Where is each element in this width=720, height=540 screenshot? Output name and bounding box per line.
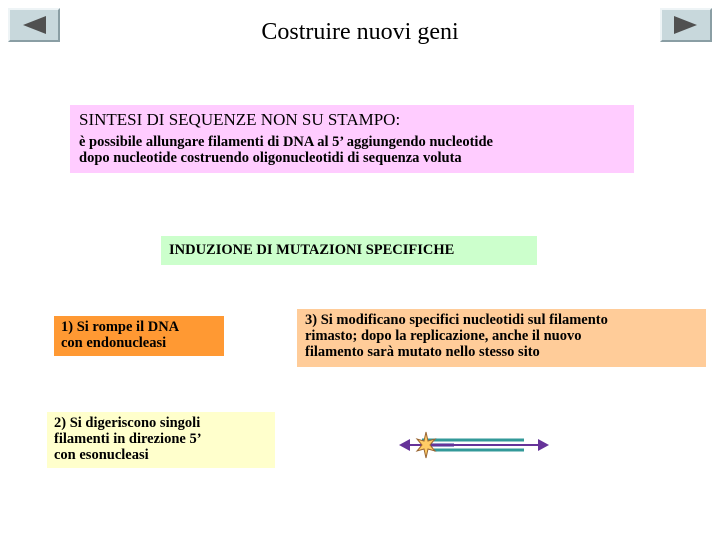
- step-1-line-2: con endonucleasi: [61, 335, 167, 351]
- step-2-line-1: 2) Si digeriscono singoli: [54, 415, 201, 431]
- dna-strands-diagram: [398, 428, 558, 462]
- step-2-line-3: con esonucleasi: [54, 447, 149, 463]
- step-3-line-3: filamento sarà mutato nello stesso sito: [305, 344, 540, 360]
- step-1-line-1: 1) Si rompe il DNA: [61, 319, 180, 335]
- step-2-line-2: filamenti in direzione 5’: [54, 431, 202, 447]
- step-1-box: [54, 316, 224, 356]
- step-3-line-1: 3) Si modificano specifici nucleotidi sul filamento: [305, 312, 608, 328]
- sintesi-box: [70, 105, 634, 173]
- step-3-line-2: rimasto; dopo la replicazione, anche il nuovo: [305, 328, 582, 344]
- page-title: Costruire nuovi geni: [261, 19, 459, 45]
- next-slide-button[interactable]: [660, 8, 712, 42]
- sintesi-heading: SINTESI DI SEQUENZE NON SU STAMPO:: [79, 110, 401, 129]
- triangle-right-icon: [671, 14, 701, 36]
- step-2-box: [47, 412, 275, 468]
- sintesi-line-1: è possibile allungare filamenti di DNA al 5’ aggiungendo nucleotide: [79, 134, 493, 150]
- sintesi-text: [79, 134, 625, 166]
- sintesi-line-2: dopo nucleotide costruendo oligonucleotidi di sequenza voluta: [79, 150, 462, 166]
- step-3-box: [297, 309, 706, 367]
- induzione-heading: INDUZIONE DI MUTAZIONI SPECIFICHE: [161, 236, 537, 265]
